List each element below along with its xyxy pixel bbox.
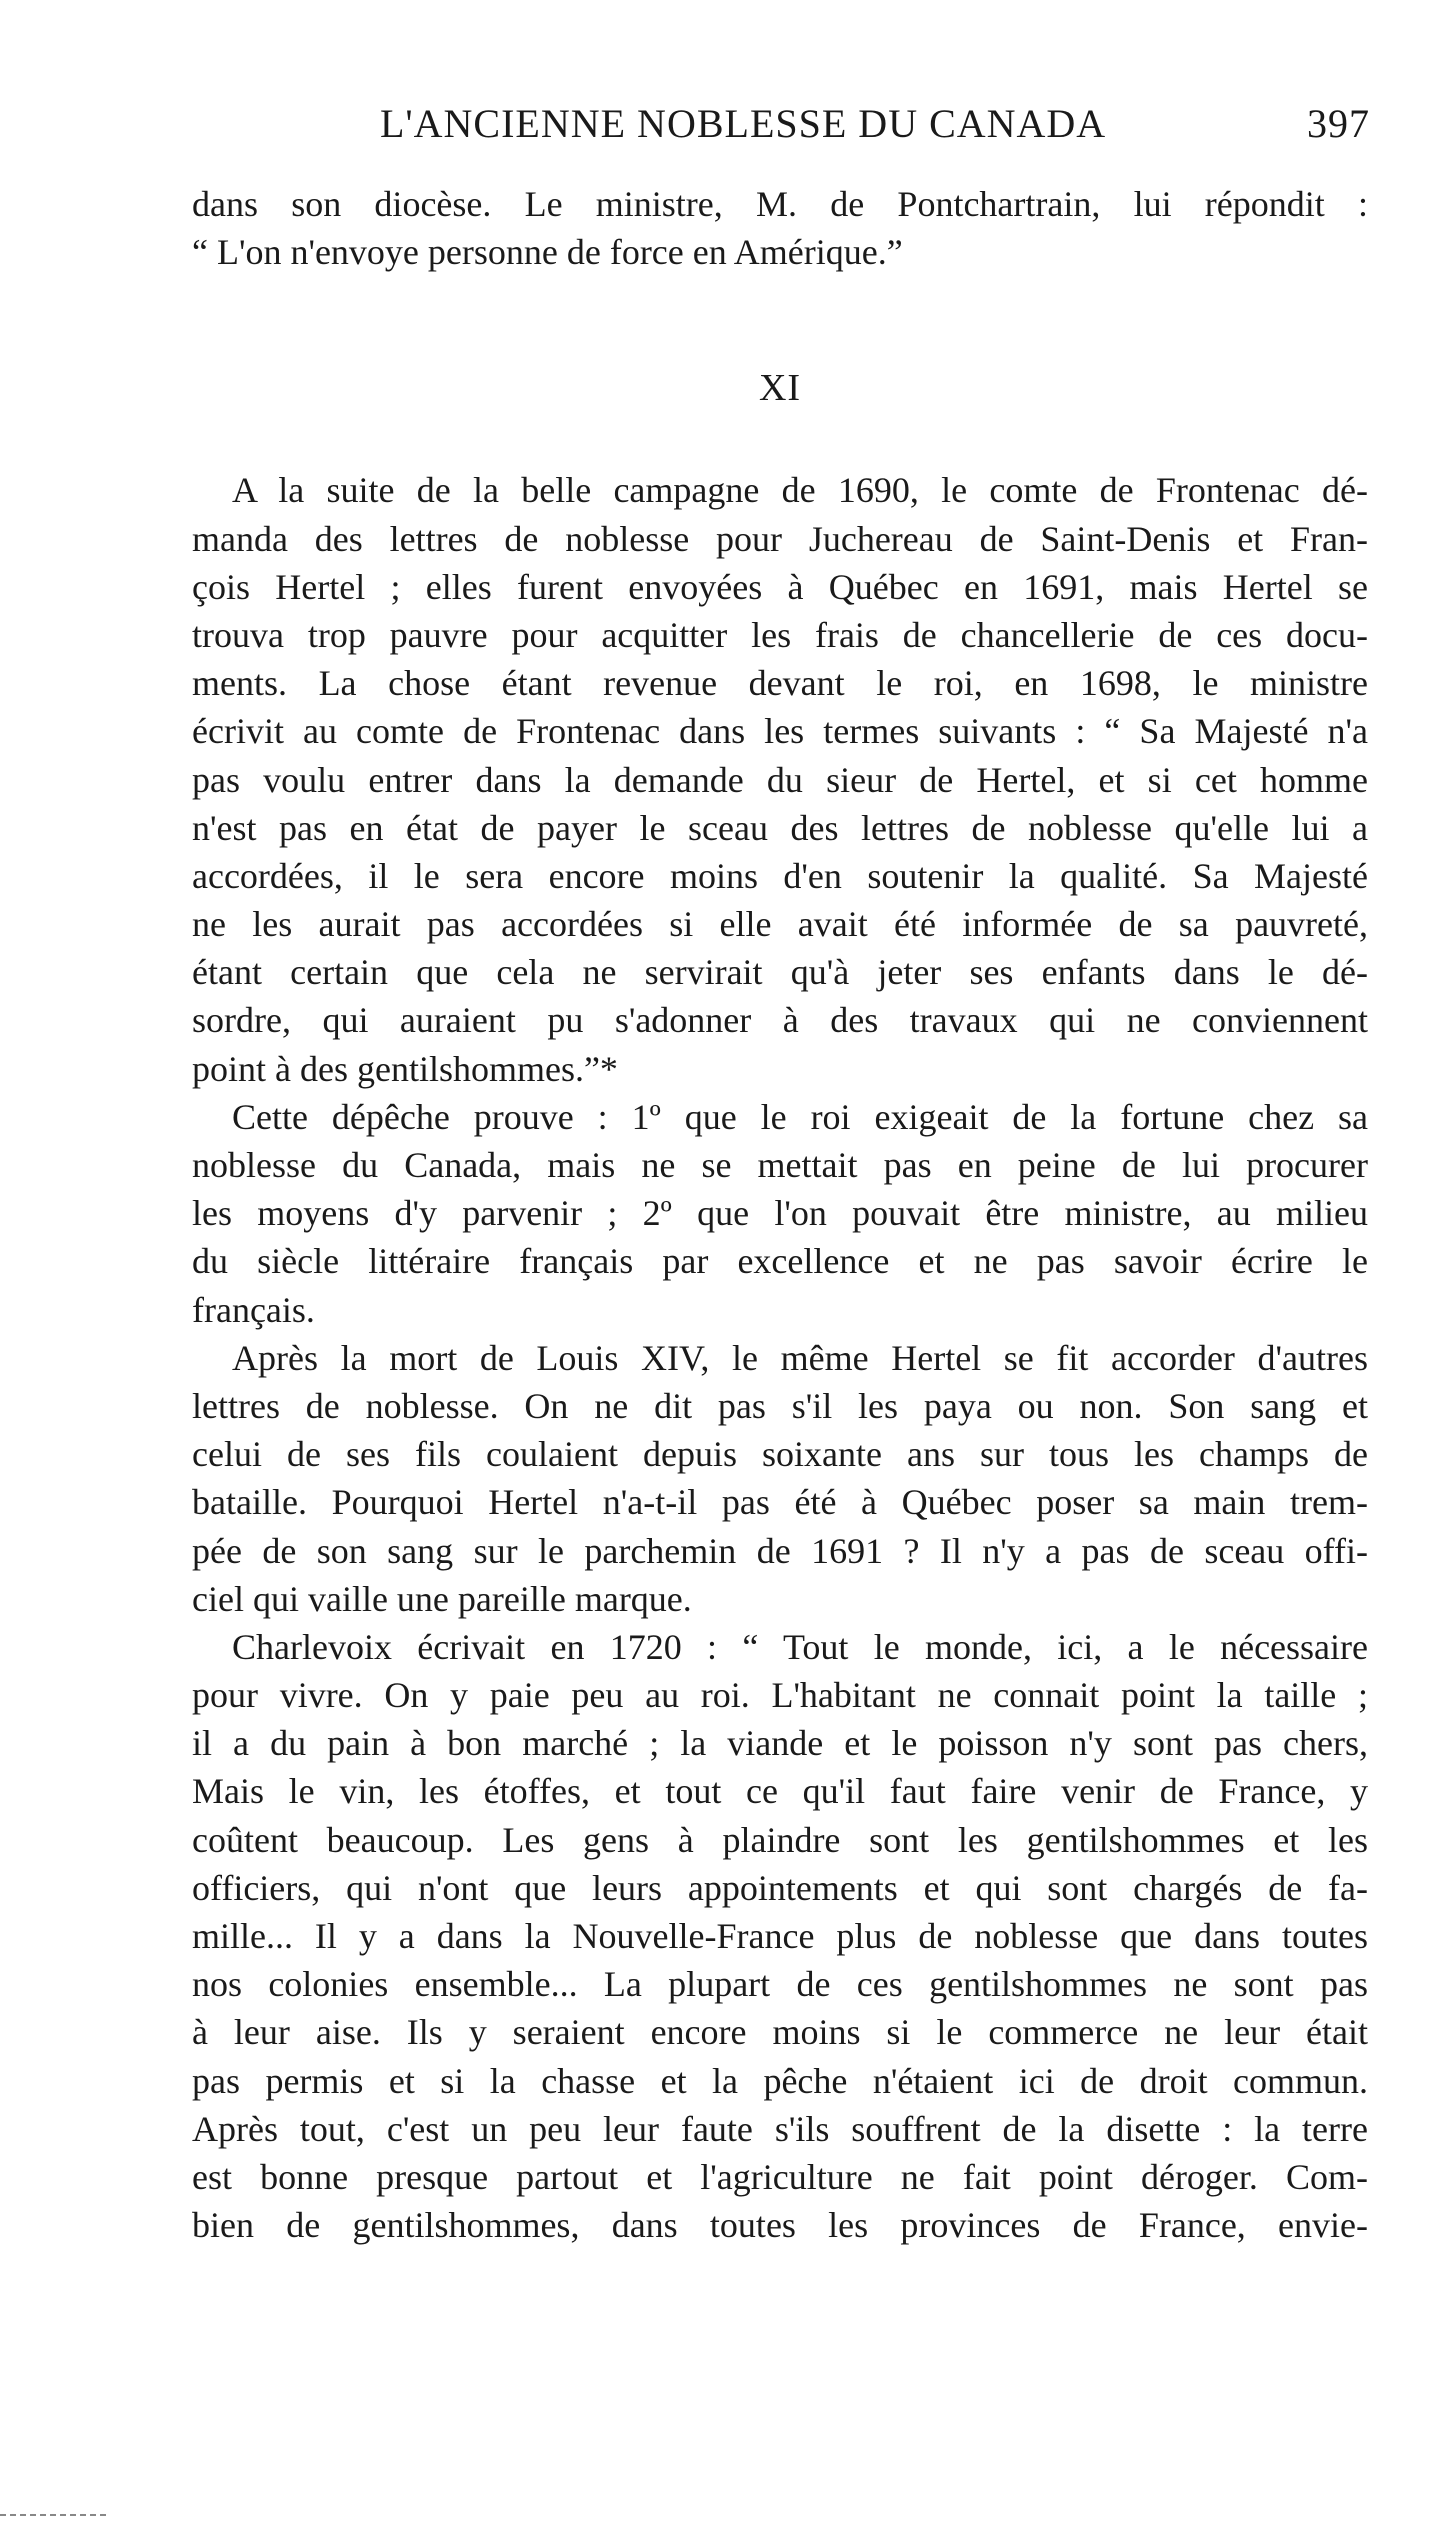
- text-line: ments. La chose étant revenue devant le roi, en 1698, le ministre: [192, 663, 1368, 704]
- text-line: Après tout, c'est un peu leur faute s'ils souffrent de la disette : la terre: [192, 2108, 1368, 2149]
- running-head: [190, 100, 1370, 150]
- text-line: bataille. Pourquoi Hertel n'a-t-il pas été à Québec poser sa main trem-: [192, 1482, 1368, 1523]
- text-line: point à des gentilshommes.”*: [192, 1048, 618, 1089]
- page-number: 397: [1307, 101, 1370, 146]
- text-line: bien de gentilshommes, dans toutes les provinces de France, envie-: [192, 2205, 1368, 2246]
- section-heading: XI: [758, 367, 802, 410]
- text-line: pas permis et si la chasse et la pêche n'étaient ici de droit commun.: [192, 2060, 1368, 2101]
- text-line: étant certain que cela ne servirait qu'à jeter ses enfants dans le dé-: [192, 952, 1368, 993]
- paragraph: [192, 1623, 1368, 2249]
- text-line: A la suite de la belle campagne de 1690, le comte de Frontenac dé-: [232, 470, 1368, 511]
- paragraph: [192, 466, 1368, 1092]
- text-line: Après la mort de Louis XIV, le même Hertel se fit accorder d'autres: [232, 1337, 1368, 1378]
- text-line: sordre, qui auraient pu s'adonner à des travaux qui ne conviennent: [192, 1000, 1368, 1041]
- text-line: trouva trop pauvre pour acquitter les frais de chancellerie de ces docu-: [192, 614, 1368, 655]
- paragraph: [192, 180, 1368, 276]
- text-line: nos colonies ensemble... La plupart de ces gentilshommes ne sont pas: [192, 1964, 1368, 2005]
- text-line: pée de son sang sur le parchemin de 1691 ? Il n'y a pas de sceau offi-: [192, 1530, 1368, 1571]
- text-line: français.: [192, 1289, 315, 1330]
- text-line: Cette dépêche prouve : 1º que le roi exigeait de la fortune chez sa: [232, 1096, 1368, 1137]
- text-line: Charlevoix écrivait en 1720 : “ Tout le monde, ici, a le nécessaire: [232, 1626, 1368, 1667]
- text-line: n'est pas en état de payer le sceau des lettres de noblesse qu'elle lui a: [192, 807, 1368, 848]
- text-line: ciel qui vaille une pareille marque.: [192, 1578, 692, 1619]
- text-line: çois Hertel ; elles furent envoyées à Québec en 1691, mais Hertel se: [192, 566, 1368, 607]
- text-line: il a du pain à bon marché ; la viande et le poisson n'y sont pas chers,: [192, 1723, 1368, 1764]
- text-line: officiers, qui n'ont que leurs appointements et qui sont chargés de fa-: [192, 1867, 1368, 1908]
- text-line: pour vivre. On y paie peu au roi. L'habitant ne connait point la taille ;: [192, 1675, 1368, 1716]
- text-line: du siècle littéraire français par excellence et ne pas savoir écrire le: [192, 1241, 1368, 1282]
- text-line: à leur aise. Ils y seraient encore moins si le commerce ne leur était: [192, 2012, 1368, 2053]
- text-line: mille... Il y a dans la Nouvelle-France plus de noblesse que dans toutes: [192, 1916, 1368, 1956]
- running-title: L'ANCIENNE NOBLESSE DU CANADA: [380, 101, 1107, 146]
- text-line: Mais le vin, les étoffes, et tout ce qu'il faut faire venir de France, y: [192, 1771, 1368, 1812]
- text-line: ne les aurait pas accordées si elle avait été informée de sa pauvreté,: [192, 904, 1368, 945]
- text-line: lettres de noblesse. On ne dit pas s'il les paya ou non. Son sang et: [192, 1385, 1368, 1426]
- text-line: celui de ses fils coulaient depuis soixante ans sur tous les champs de: [192, 1434, 1368, 1475]
- paragraph: [192, 1093, 1368, 1334]
- text-line: les moyens d'y parvenir ; 2º que l'on pouvait être ministre, au milieu: [192, 1193, 1368, 1234]
- text-line: manda des lettres de noblesse pour Juchereau de Saint-Denis et Fran-: [192, 518, 1368, 559]
- scan-edge-mark: [0, 2514, 110, 2516]
- text-line: écrivit au comte de Frontenac dans les termes suivants : “ Sa Majesté n'a: [192, 711, 1368, 752]
- text-line: coûtent beaucoup. Les gens à plaindre sont les gentilshommes et les: [192, 1819, 1368, 1860]
- page-body: [192, 180, 1368, 2249]
- text-line: accordées, il le sera encore moins d'en soutenir la qualité. Sa Majesté: [192, 855, 1368, 896]
- text-line: dans son diocèse. Le ministre, M. de Pontchartrain, lui répondit :: [192, 184, 1368, 224]
- text-line: “ L'on n'envoye personne de force en Amérique.”: [192, 232, 903, 273]
- text-line: pas voulu entrer dans la demande du sieur de Hertel, et si cet homme: [192, 759, 1368, 800]
- text-line: est bonne presque partout et l'agriculture ne fait point déroger. Com-: [192, 2156, 1368, 2197]
- text-line: noblesse du Canada, mais ne se mettait pas en peine de lui procurer: [192, 1145, 1368, 1185]
- paragraph: [192, 1334, 1368, 1623]
